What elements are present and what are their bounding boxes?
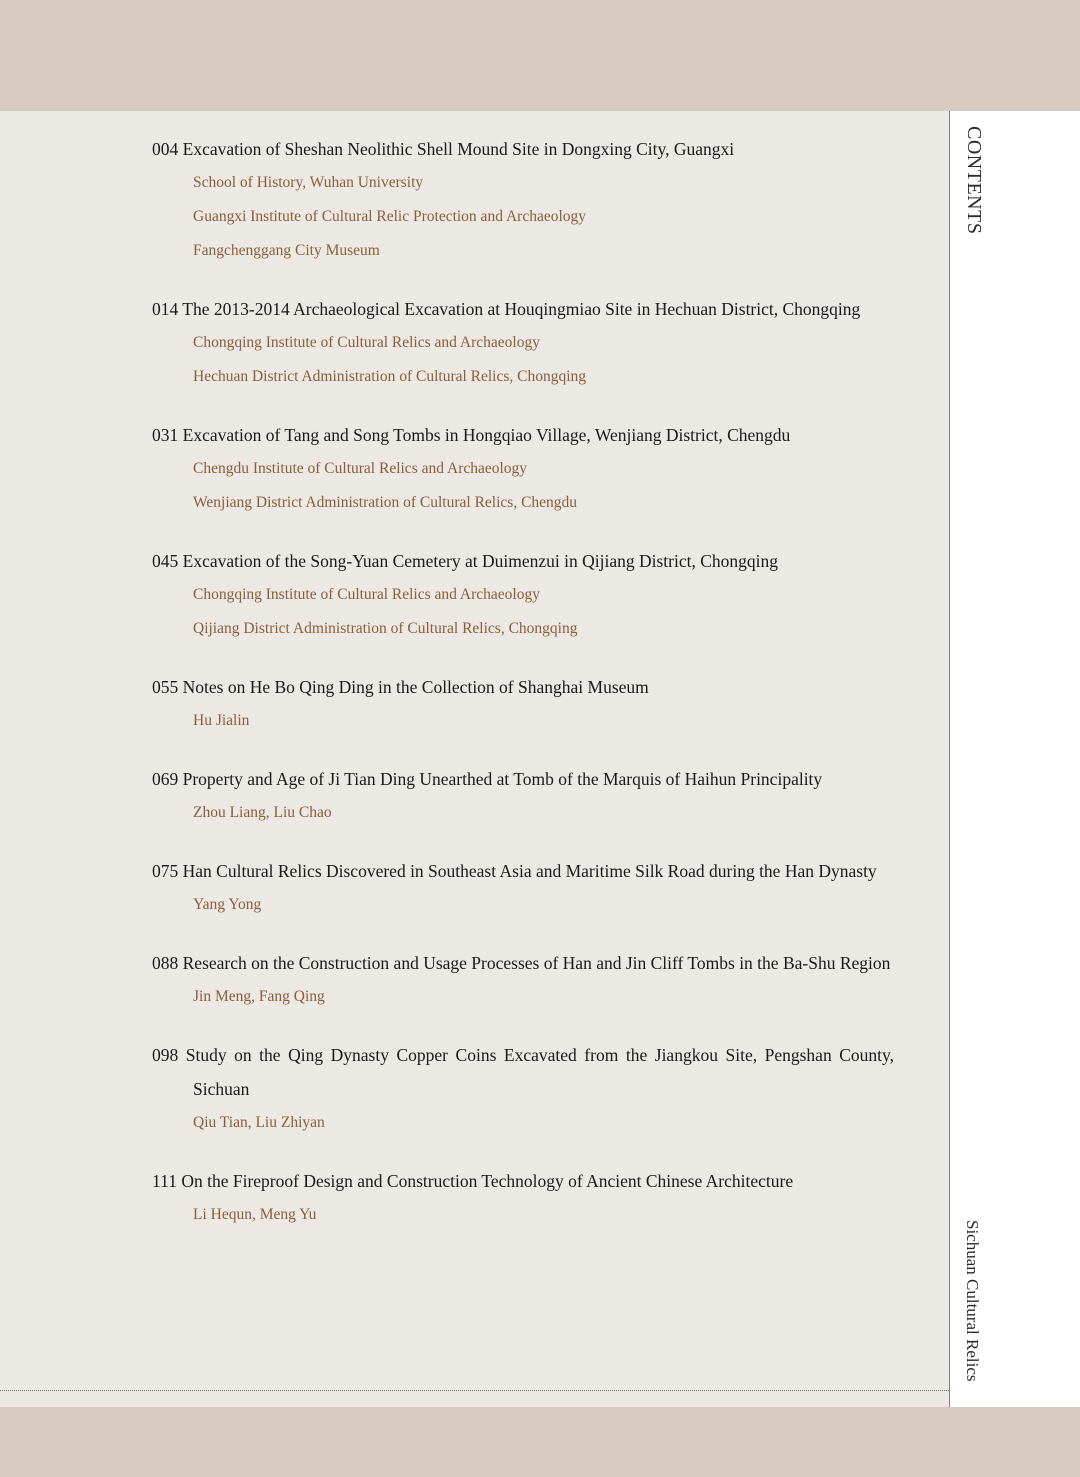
- entry-author: Chongqing Institute of Cultural Relics and Archaeology: [193, 586, 540, 603]
- entry-title[interactable]: 004 Excavation of Sheshan Neolithic Shell Mound Site in Dongxing City, Guangxi: [152, 139, 735, 159]
- entry-authors: [152, 578, 894, 646]
- contents-entry: [152, 544, 894, 646]
- entry-title[interactable]: 069 Property and Age of Ji Tian Ding Unearthed at Tomb of the Marquis of Haihun Principality: [152, 769, 823, 789]
- top-band: [0, 0, 1080, 111]
- contents-entry: [152, 132, 894, 268]
- side-panel: [950, 111, 1080, 1407]
- side-rule: [949, 111, 950, 1477]
- contents-entry: [152, 292, 894, 394]
- entry-authors: [152, 1198, 894, 1232]
- entry-title[interactable]: 045 Excavation of the Song-Yuan Cemetery at Duimenzui in Qijiang District, Chongqing: [152, 551, 778, 571]
- journal-name: Sichuan Cultural Relics: [963, 1220, 982, 1382]
- contents-entry: [152, 1164, 894, 1232]
- contents-entry: [152, 854, 894, 922]
- entry-authors: [152, 796, 894, 830]
- entry-authors: [152, 980, 894, 1014]
- entry-title[interactable]: 098 Study on the Qing Dynasty Copper Coins Excavated from the Jiangkou Site, Pengshan County, Sichuan: [152, 1045, 894, 1099]
- entry-author: Chengdu Institute of Cultural Relics and Archaeology: [193, 460, 528, 477]
- entry-title[interactable]: 075 Han Cultural Relics Discovered in Southeast Asia and Maritime Silk Road during the Han Dynasty: [152, 861, 877, 881]
- contents-entry: [152, 946, 894, 1014]
- entry-author: Zhou Liang, Liu Chao: [193, 804, 332, 821]
- entry-authors: [152, 166, 894, 268]
- bottom-band: [0, 1407, 1080, 1477]
- dotted-divider: [0, 1390, 949, 1391]
- entry-author: Chongqing Institute of Cultural Relics and Archaeology: [193, 334, 540, 351]
- entry-title[interactable]: 111 On the Fireproof Design and Construction Technology of Ancient Chinese Architecture: [152, 1171, 794, 1191]
- entry-authors: [152, 326, 894, 394]
- contents-entry: [152, 1038, 894, 1140]
- entry-author: Hu Jialin: [193, 712, 250, 729]
- entry-authors: [152, 704, 894, 738]
- entry-author: Qijiang District Administration of Cultural Relics, Chongqing: [193, 620, 578, 637]
- entry-title[interactable]: 088 Research on the Construction and Usage Processes of Han and Jin Cliff Tombs in the Ba-Shu Region: [152, 953, 891, 973]
- entry-authors: [152, 888, 894, 922]
- entry-title[interactable]: 031 Excavation of Tang and Song Tombs in Hongqiao Village, Wenjiang District, Chengdu: [152, 425, 791, 445]
- entry-author: Jin Meng, Fang Qing: [193, 988, 325, 1005]
- contents-entry: [152, 762, 894, 830]
- entry-author: Hechuan District Administration of Cultural Relics, Chongqing: [193, 368, 587, 385]
- contents-list: [152, 132, 894, 1256]
- entry-author: Yang Yong: [193, 896, 262, 913]
- entry-author: Li Hequn, Meng Yu: [193, 1206, 317, 1223]
- contents-entry: [152, 670, 894, 738]
- entry-author: Qiu Tian, Liu Zhiyan: [193, 1114, 325, 1131]
- contents-entry: [152, 418, 894, 520]
- entry-title[interactable]: 055 Notes on He Bo Qing Ding in the Collection of Shanghai Museum: [152, 677, 649, 697]
- entry-authors: [152, 1106, 894, 1140]
- entry-title[interactable]: 014 The 2013-2014 Archaeological Excavation at Houqingmiao Site in Hechuan District, Chongqing: [152, 299, 861, 319]
- contents-heading: CONTENTS: [963, 126, 985, 235]
- entry-author: School of History, Wuhan University: [193, 174, 424, 191]
- entry-author: Wenjiang District Administration of Cultural Relics, Chengdu: [193, 494, 578, 511]
- entry-author: Fangchenggang City Museum: [193, 242, 380, 259]
- entry-author: Guangxi Institute of Cultural Relic Protection and Archaeology: [193, 208, 587, 225]
- entry-authors: [152, 452, 894, 520]
